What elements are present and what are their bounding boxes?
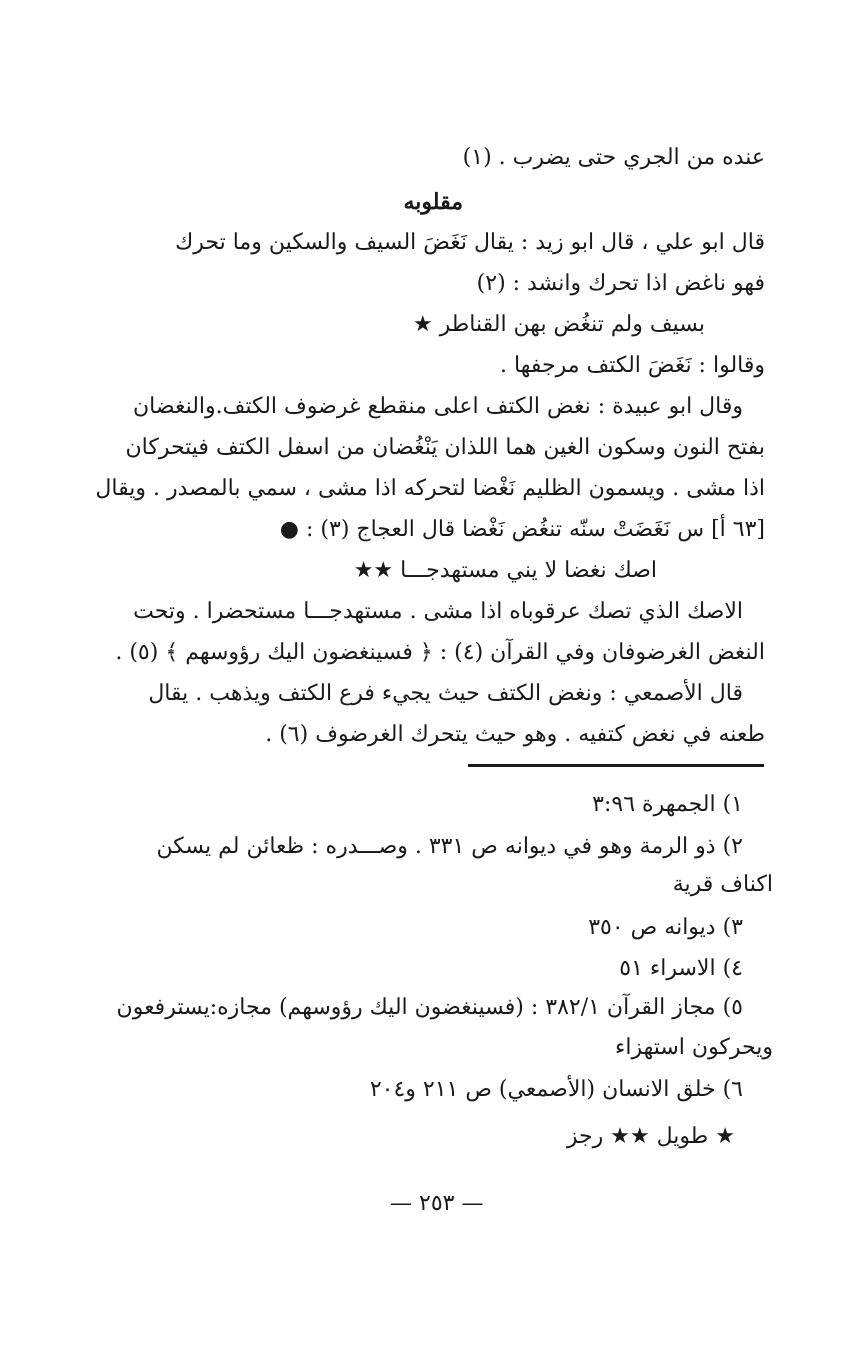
body-line-2: قال ابو علي ، قال ابو زيد : يقال نَغَضَ السيف والسكين وما تحرك — [175, 230, 765, 255]
footnote-separator — [468, 764, 764, 767]
footnote-2: ٢) ذو الرمة وهو في ديوانه ص ٣٣١ . وصـــدره : ظعائن لم يسكن — [156, 834, 743, 859]
body-line-8: [٦٣ أ] س نَغَضَتْ سنّه تنغُض نَغْضا قال العجاج (٣) : ● — [279, 517, 765, 542]
verse-line-1: بسيف ولم تنغُض بهن القناطر ★ — [412, 312, 705, 337]
body-line-6: بفتح النون وسكون الغين هما اللذان يَنْغُضان من اسفل الكتف فيتحركان — [125, 435, 765, 460]
footnote-6: ٦) خلق الانسان (الأصمعي) ص ٢١١ و٢٠٤ — [369, 1077, 743, 1102]
body-line-5: وقال ابو عبيدة : نغض الكتف اعلى منقطع غرضوف الكتف.والنغضان — [133, 394, 743, 419]
section-heading: مقلوبه — [403, 189, 463, 215]
footnote-1: ١) الجمهرة ٣:٩٦ — [592, 792, 743, 817]
footnote-2-continued: اكناف قرية — [672, 872, 773, 897]
footnote-5-continued: ويحركون استهزاء — [615, 1035, 773, 1060]
body-line-3: فهو ناغض اذا تحرك وانشد : (٢) — [476, 271, 765, 296]
footnote-5: ٥) مجاز القرآن ٣٨٢/١ : (فسينغضون اليك رؤوسهم) مجازه:يسترفعون — [116, 995, 743, 1020]
body-line-10: النغض الغرضوفان وفي القرآن (٤) : ﴿ فسينغضون اليك رؤوسهم ﴾ (٥) . — [115, 640, 765, 665]
footnote-4: ٤) الاسراء ٥١ — [619, 956, 743, 981]
body-line-12: طعنه في نغض كتفيه . وهو حيث يتحرك الغرضوف (٦) . — [265, 722, 765, 747]
body-line-7: اذا مشى . ويسمون الظليم نَغْضا لتحركه اذا مشى ، سمي بالمصدر . ويقال — [95, 476, 765, 501]
body-line-1: عنده من الجري حتى يضرب . (١) — [462, 145, 765, 170]
page-number: — ٢٥٣ — — [390, 1191, 484, 1216]
verse-line-2: اصك نغضا لا يني مستهدجـــا ★★ — [353, 558, 657, 583]
meter-note: ★ طويل ★★ رجز — [566, 1124, 735, 1149]
body-line-9: الاصك الذي تصك عرقوباه اذا مشى . مستهدجـــا مستحضرا . وتحت — [133, 599, 743, 624]
footnote-3: ٣) ديوانه ص ٣٥٠ — [588, 915, 743, 940]
body-line-11: قال الأصمعي : ونغض الكتف حيث يجيء فرع الكتف ويذهب . يقال — [148, 681, 743, 706]
body-line-4: وقالوا : نَغَضَ الكتف مرجفها . — [500, 353, 765, 378]
